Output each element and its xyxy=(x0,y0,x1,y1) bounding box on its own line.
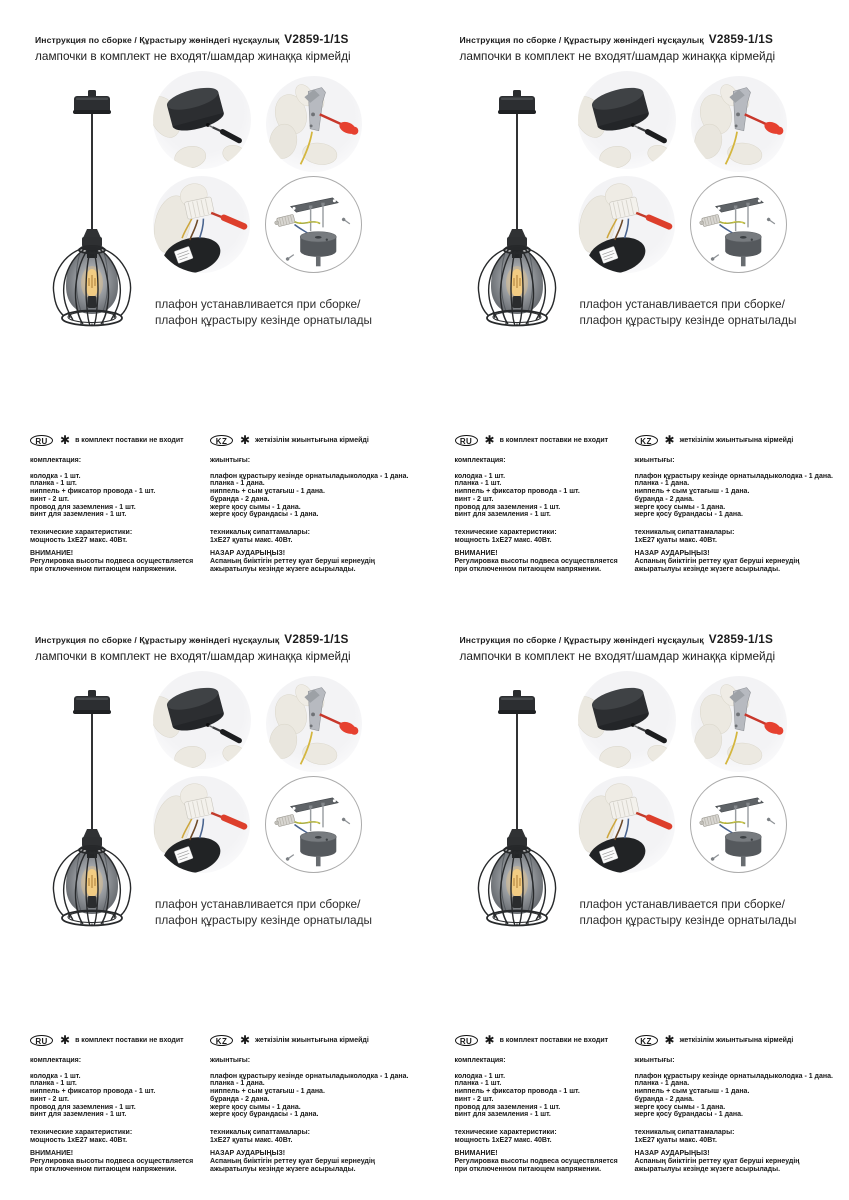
tech-title: технические характеристики: xyxy=(454,528,557,536)
model-number: V2859-1/1S xyxy=(284,632,349,646)
kit-item: колодка - 1 шт. xyxy=(30,1072,81,1080)
photo-canopy-screwdriver xyxy=(578,671,676,769)
pendant-lamp-image xyxy=(462,690,572,952)
tech-title: технические характеристики: xyxy=(30,528,133,536)
kit-item: планка - 1 шт. xyxy=(30,480,77,488)
tech-title: технические характеристики: xyxy=(30,1128,133,1136)
asterisk-icon: ✱ xyxy=(60,433,71,448)
kit-item: ниппель + сым ұстағыш - 1 дана. xyxy=(634,1088,750,1096)
panel-header xyxy=(35,630,351,663)
kit-item: провод для заземления - 1 шт. xyxy=(30,503,136,511)
kit-item: жерге қосу бұрандасы - 1 дана. xyxy=(634,511,743,519)
caption-line-kz: плафон құрастыру кезінде орнатылады xyxy=(579,312,797,327)
warning-line: ажыратылуы кезінде жүзеге асырылады. xyxy=(210,565,356,573)
kit-item: ниппель + фиксатор провода - 1 шт. xyxy=(454,1088,580,1096)
warning-line: Регулировка высоты подвеса осуществляется xyxy=(454,1158,618,1166)
kit-item: планка - 1 дана. xyxy=(210,1080,265,1088)
instruction-title: Инструкция по сборке / Құрастыру жөніндегі нұсқаулық xyxy=(35,35,280,45)
instruction-title: Инструкция по сборке / Құрастыру жөніндегі нұсқаулық xyxy=(459,635,704,645)
ru-badge-row xyxy=(30,1033,208,1047)
kz-note: жеткізілім жиынтығына кірмейді xyxy=(255,436,369,444)
kit-item: плафон құрастыру кезінде орнатыладыколодка - 1 дана. xyxy=(634,472,833,480)
mounting-diagram xyxy=(265,176,362,273)
panel-header xyxy=(460,30,776,63)
kz-tech-specs xyxy=(210,1129,422,1144)
warning-line: Регулировка высоты подвеса осуществляется xyxy=(30,558,194,566)
ru-badge-row xyxy=(455,433,633,447)
assembly-caption xyxy=(155,897,372,928)
kit-item: планка - 1 шт. xyxy=(30,1080,77,1088)
warning-line: Регулировка высоты подвеса осуществляется xyxy=(30,1158,194,1166)
ru-kit-list xyxy=(30,473,208,519)
warning-line: при отключенном питающем напряжении. xyxy=(30,1165,177,1173)
warning-title: ВНИМАНИЕ! xyxy=(454,550,498,558)
pendant-lamp-image xyxy=(37,90,147,352)
asterisk-icon: ✱ xyxy=(240,1033,251,1048)
ru-warning xyxy=(30,1150,208,1173)
kit-item: винт для заземления - 1 шт. xyxy=(454,511,551,519)
mounting-diagram xyxy=(265,776,362,873)
warning-line: Аспаның биіктігін реттеу қуат беруші кернеудің xyxy=(634,1158,800,1166)
kz-kit-list xyxy=(210,1073,422,1119)
warning-title: НАЗАР АУДАРЫҢЫЗ! xyxy=(634,1150,710,1158)
ru-warning xyxy=(30,550,208,573)
kit-item: ниппель + фиксатор провода - 1 шт. xyxy=(30,488,156,496)
ru-tech-specs xyxy=(455,529,633,544)
tech-title: техникалық сипаттамалары: xyxy=(634,528,735,536)
photo-canopy-screwdriver xyxy=(153,671,251,769)
panel-header xyxy=(460,630,776,663)
instruction-panel xyxy=(425,0,849,600)
kit-item: провод для заземления - 1 шт. xyxy=(30,1103,136,1111)
kz-warning xyxy=(210,1150,422,1173)
asterisk-icon: ✱ xyxy=(60,1033,71,1048)
tech-title: техникалық сипаттамалары: xyxy=(210,1128,310,1136)
kz-section xyxy=(210,1033,422,1173)
kit-item: жерге қосу сымы - 1 дана. xyxy=(210,1103,301,1111)
warning-line: Аспаның биіктігін реттеу қуат беруші кернеудің xyxy=(210,1158,376,1166)
ru-note: в комплект поставки не входит xyxy=(75,1036,184,1044)
kit-item: жерге қосу сымы - 1 дана. xyxy=(210,503,301,511)
ru-section xyxy=(30,1033,208,1173)
kz-note: жеткізілім жиынтығына кірмейді xyxy=(679,436,794,444)
ru-badge: RU xyxy=(30,1035,53,1046)
kit-item: бұранда - 2 дана. xyxy=(210,1095,270,1103)
kit-item: ниппель + сым ұстағыш - 1 дана. xyxy=(634,488,750,496)
kz-tech-specs xyxy=(635,1129,847,1144)
kz-kit-title: жиынтығы: xyxy=(634,1057,675,1064)
warning-line: Аспаның биіктігін реттеу қуат беруші кернеудің xyxy=(210,558,376,566)
caption-line-ru: плафон устанавливается при сборке/ xyxy=(155,897,361,911)
kit-item: бұранда - 2 дана. xyxy=(634,1095,694,1103)
kit-item: жерге қосу бұрандасы - 1 дана. xyxy=(210,1111,319,1119)
photo-terminal-wires xyxy=(578,776,675,873)
tech-value: мощность 1хЕ27 макс. 40Вт. xyxy=(30,536,128,544)
kit-item: планка - 1 шт. xyxy=(454,480,502,488)
kit-item: винт для заземления - 1 шт. xyxy=(30,511,127,519)
ru-tech-specs xyxy=(30,529,208,544)
kz-note: жеткізілім жиынтығына кірмейді xyxy=(255,1036,369,1044)
warning-title: НАЗАР АУДАРЫҢЫЗ! xyxy=(210,550,286,558)
warning-line: ажыратылуы кезінде жүзеге асырылады. xyxy=(634,1165,781,1173)
warning-line: ажыратылуы кезінде жүзеге асырылады. xyxy=(634,565,781,573)
kit-item: бұранда - 2 дана. xyxy=(634,495,694,503)
kit-item: планка - 1 дана. xyxy=(634,480,690,488)
kz-badge: KZ xyxy=(210,1035,233,1046)
mounting-diagram xyxy=(690,176,787,273)
kit-item: колодка - 1 шт. xyxy=(454,472,506,480)
header-line1 xyxy=(460,630,776,648)
panel-header xyxy=(35,30,351,63)
kit-item: винт - 2 шт. xyxy=(454,1095,494,1103)
caption-line-ru: плафон устанавливается при сборке/ xyxy=(579,897,785,911)
kit-item: бұранда - 2 дана. xyxy=(210,495,270,503)
kit-item: винт - 2 шт. xyxy=(30,495,69,503)
ru-tech-specs xyxy=(30,1129,208,1144)
instruction-panel xyxy=(425,600,849,1200)
warning-line: при отключенном питающем напряжении. xyxy=(454,1165,602,1173)
kz-badge: KZ xyxy=(635,1035,658,1046)
warning-line: Регулировка высоты подвеса осуществляется xyxy=(454,558,618,566)
caption-line-ru: плафон устанавливается при сборке/ xyxy=(579,297,785,311)
tech-title: техникалық сипаттамалары: xyxy=(210,528,310,536)
ru-badge: RU xyxy=(455,435,478,446)
warning-title: НАЗАР АУДАРЫҢЫЗ! xyxy=(210,1150,286,1158)
warning-title: ВНИМАНИЕ! xyxy=(30,1150,74,1158)
instruction-title: Инструкция по сборке / Құрастыру жөніндегі нұсқаулық xyxy=(35,635,280,645)
ru-section xyxy=(455,433,633,573)
warning-title: ВНИМАНИЕ! xyxy=(454,1150,498,1158)
kit-item: ниппель + фиксатор провода - 1 шт. xyxy=(30,1088,156,1096)
instruction-title: Инструкция по сборке / Құрастыру жөніндегі нұсқаулық xyxy=(459,35,704,45)
ru-kit-title: комплектация: xyxy=(454,1057,506,1064)
kit-item: колодка - 1 шт. xyxy=(454,1072,506,1080)
kz-badge-row xyxy=(210,1033,422,1047)
assembly-caption xyxy=(580,297,797,328)
caption-line-ru: плафон устанавливается при сборке/ xyxy=(155,297,361,311)
kz-section xyxy=(635,433,847,573)
ru-note: в комплект поставки не входит xyxy=(75,436,184,444)
warning-line: при отключенном питающем напряжении. xyxy=(30,565,177,573)
kit-item: ниппель + сым ұстағыш - 1 дана. xyxy=(210,488,325,496)
kz-kit-title: жиынтығы: xyxy=(634,457,675,464)
caption-line-kz: плафон құрастыру кезінде орнатылады xyxy=(155,912,372,927)
warning-line: ажыратылуы кезінде жүзеге асырылады. xyxy=(210,1165,356,1173)
header-line1 xyxy=(35,30,351,48)
tech-value: мощность 1хЕ27 макс. 40Вт. xyxy=(454,1136,552,1144)
kit-item: провод для заземления - 1 шт. xyxy=(454,503,561,511)
photo-bracket-screwdriver xyxy=(691,676,787,772)
asterisk-icon: ✱ xyxy=(240,433,251,448)
kz-warning xyxy=(635,550,847,573)
ru-badge-row xyxy=(455,1033,633,1047)
kit-item: жерге қосу бұрандасы - 1 дана. xyxy=(634,1111,743,1119)
assembly-caption xyxy=(580,897,797,928)
ru-badge-row xyxy=(30,433,208,447)
pendant-lamp-image xyxy=(462,90,572,352)
no-bulbs-note: лампочки в комплект не входят/шамдар жинаққа кірмейді xyxy=(459,49,776,63)
warning-line: Аспаның биіктігін реттеу қуат беруші кернеудің xyxy=(634,558,800,566)
kz-section xyxy=(635,1033,847,1173)
warning-title: НАЗАР АУДАРЫҢЫЗ! xyxy=(634,550,710,558)
kit-item: жерге қосу сымы - 1 дана. xyxy=(634,1103,726,1111)
asterisk-icon: ✱ xyxy=(484,433,495,448)
ru-kit-title: комплектация: xyxy=(30,457,82,464)
kit-item: винт - 2 шт. xyxy=(454,495,494,503)
instruction-panel xyxy=(0,600,425,1200)
asterisk-icon: ✱ xyxy=(484,1033,495,1048)
kz-kit-title: жиынтығы: xyxy=(210,1057,251,1064)
warning-line: при отключенном питающем напряжении. xyxy=(454,565,602,573)
kz-section xyxy=(210,433,422,573)
caption-line-kz: плафон құрастыру кезінде орнатылады xyxy=(155,312,372,327)
kz-kit-title: жиынтығы: xyxy=(210,457,251,464)
kit-item: планка - 1 дана. xyxy=(210,480,265,488)
ru-warning xyxy=(455,1150,633,1173)
tech-title: технические характеристики: xyxy=(454,1128,557,1136)
model-number: V2859-1/1S xyxy=(708,632,774,646)
kit-item: жерге қосу сымы - 1 дана. xyxy=(634,503,726,511)
photo-canopy-screwdriver xyxy=(578,71,676,169)
no-bulbs-note: лампочки в комплект не входят/шамдар жинаққа кірмейді xyxy=(35,49,351,63)
tech-value: 1хЕ27 қуаты макс. 40Вт. xyxy=(634,536,717,544)
warning-title: ВНИМАНИЕ! xyxy=(30,550,74,558)
kit-item: плафон құрастыру кезінде орнатыладыколодка - 1 дана. xyxy=(210,1072,409,1080)
ru-warning xyxy=(455,550,633,573)
kz-badge-row xyxy=(635,433,847,447)
tech-value: 1хЕ27 қуаты макс. 40Вт. xyxy=(634,1136,717,1144)
asterisk-icon: ✱ xyxy=(664,433,675,448)
kz-tech-specs xyxy=(210,529,422,544)
kz-kit-list xyxy=(210,473,422,519)
kit-item: планка - 1 дана. xyxy=(634,1080,690,1088)
no-bulbs-note: лампочки в комплект не входят/шамдар жинаққа кірмейді xyxy=(459,649,776,663)
kit-item: винт для заземления - 1 шт. xyxy=(30,1111,127,1119)
header-line1 xyxy=(35,630,351,648)
kit-item: ниппель + сым ұстағыш - 1 дана. xyxy=(210,1088,325,1096)
kit-item: провод для заземления - 1 шт. xyxy=(454,1103,561,1111)
ru-section xyxy=(30,433,208,573)
photo-bracket-screwdriver xyxy=(266,676,362,772)
kz-warning xyxy=(635,1150,847,1173)
kit-item: плафон құрастыру кезінде орнатыладыколодка - 1 дана. xyxy=(210,472,409,480)
tech-value: мощность 1хЕ27 макс. 40Вт. xyxy=(30,1136,128,1144)
photo-terminal-wires xyxy=(153,776,250,873)
kit-item: планка - 1 шт. xyxy=(454,1080,502,1088)
kz-kit-list xyxy=(635,1073,847,1119)
tech-value: 1хЕ27 қуаты макс. 40Вт. xyxy=(210,1136,293,1144)
ru-note: в комплект поставки не входит xyxy=(499,436,609,444)
ru-kit-list xyxy=(455,473,633,519)
kz-warning xyxy=(210,550,422,573)
kit-item: плафон құрастыру кезінде орнатыладыколодка - 1 дана. xyxy=(634,1072,833,1080)
asterisk-icon: ✱ xyxy=(664,1033,675,1048)
tech-value: 1хЕ27 қуаты макс. 40Вт. xyxy=(210,536,293,544)
photo-bracket-screwdriver xyxy=(691,76,787,172)
kz-tech-specs xyxy=(635,529,847,544)
no-bulbs-note: лампочки в комплект не входят/шамдар жинаққа кірмейді xyxy=(35,649,351,663)
photo-bracket-screwdriver xyxy=(266,76,362,172)
kz-kit-list xyxy=(635,473,847,519)
ru-badge: RU xyxy=(455,1035,478,1046)
caption-line-kz: плафон құрастыру кезінде орнатылады xyxy=(579,912,797,927)
assembly-caption xyxy=(155,297,372,328)
ru-section xyxy=(455,1033,633,1173)
photo-canopy-screwdriver xyxy=(153,71,251,169)
pendant-lamp-image xyxy=(37,690,147,952)
ru-kit-title: комплектация: xyxy=(454,457,506,464)
kit-item: колодка - 1 шт. xyxy=(30,472,81,480)
kz-badge-row xyxy=(635,1033,847,1047)
tech-value: мощность 1хЕ27 макс. 40Вт. xyxy=(454,536,552,544)
tech-title: техникалық сипаттамалары: xyxy=(634,1128,735,1136)
kit-item: ниппель + фиксатор провода - 1 шт. xyxy=(454,488,580,496)
kz-badge: KZ xyxy=(635,435,658,446)
instruction-panel xyxy=(0,0,425,600)
mounting-diagram xyxy=(690,776,787,873)
ru-kit-title: комплектация: xyxy=(30,1057,82,1064)
ru-badge: RU xyxy=(30,435,53,446)
ru-tech-specs xyxy=(455,1129,633,1144)
kit-item: жерге қосу бұрандасы - 1 дана. xyxy=(210,511,319,519)
kit-item: винт для заземления - 1 шт. xyxy=(454,1111,551,1119)
kz-badge-row xyxy=(210,433,422,447)
ru-note: в комплект поставки не входит xyxy=(499,1036,609,1044)
ru-kit-list xyxy=(30,1073,208,1119)
ru-kit-list xyxy=(455,1073,633,1119)
header-line1 xyxy=(460,30,776,48)
kz-note: жеткізілім жиынтығына кірмейді xyxy=(679,1036,794,1044)
kz-badge: KZ xyxy=(210,435,233,446)
model-number: V2859-1/1S xyxy=(708,32,774,46)
photo-terminal-wires xyxy=(153,176,250,273)
kit-item: винт - 2 шт. xyxy=(30,1095,69,1103)
model-number: V2859-1/1S xyxy=(284,32,349,46)
photo-terminal-wires xyxy=(578,176,675,273)
